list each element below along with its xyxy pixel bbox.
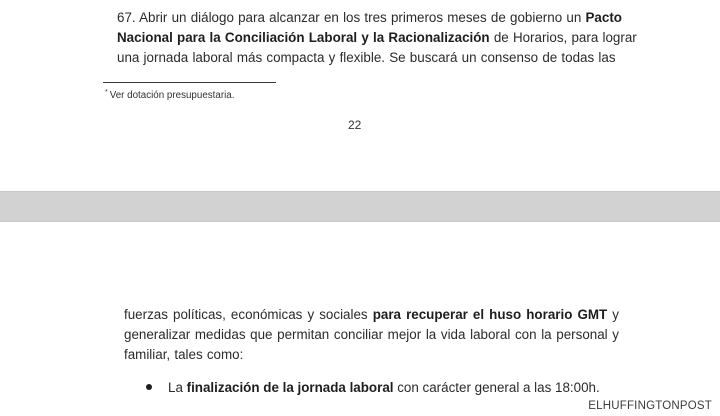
document-page-top — [0, 0, 720, 192]
bullet-list-item — [146, 378, 600, 398]
text-segment: 67. Abrir un diálogo para alcanzar en los tres primeros meses de gobierno un — [117, 10, 586, 25]
text-segment: fuerzas políticas, económicas y sociales — [124, 307, 373, 322]
text-line — [124, 345, 619, 365]
paragraph-item-67 — [117, 8, 637, 68]
bold-text-segment: Nacional para la Conciliación Laboral y la Racionalización — [117, 30, 490, 45]
source-watermark: ELHUFFINGTONPOST — [588, 400, 712, 412]
text-line — [117, 8, 622, 28]
page-number: 22 — [348, 118, 362, 132]
bullet-dot-icon — [146, 384, 152, 390]
text-line — [124, 325, 619, 345]
bold-text-segment: Pacto — [585, 10, 622, 25]
text-line — [117, 48, 619, 68]
footnote-text: Ver dotación presupuestaria. — [109, 90, 235, 101]
bold-text-segment: para recuperar el huso horario GMT — [372, 307, 608, 322]
text-segment: generalizar medidas que permitan conciliar mejor la vida laboral con la personal y — [124, 327, 619, 342]
text-line — [117, 28, 637, 48]
bullet-text-prefix: La — [168, 380, 187, 395]
text-segment: una jornada laboral más compacta y flexible. Se buscará un consenso de todas las — [117, 50, 616, 65]
text-segment: de Horarios, para lograr — [489, 30, 637, 45]
bullet-text-bold: finalización de la jornada laboral — [186, 380, 394, 395]
text-segment: familiar, tales como: — [124, 347, 244, 362]
page-separator — [0, 192, 720, 221]
footnote-divider — [103, 82, 276, 83]
footnote-marker: * — [105, 89, 108, 96]
text-segment: y — [607, 307, 619, 322]
text-line — [124, 305, 619, 325]
paragraph-continuation — [124, 305, 619, 365]
bullet-text-suffix: con carácter general a las 18:00h. — [393, 380, 600, 395]
footnote — [105, 89, 234, 101]
